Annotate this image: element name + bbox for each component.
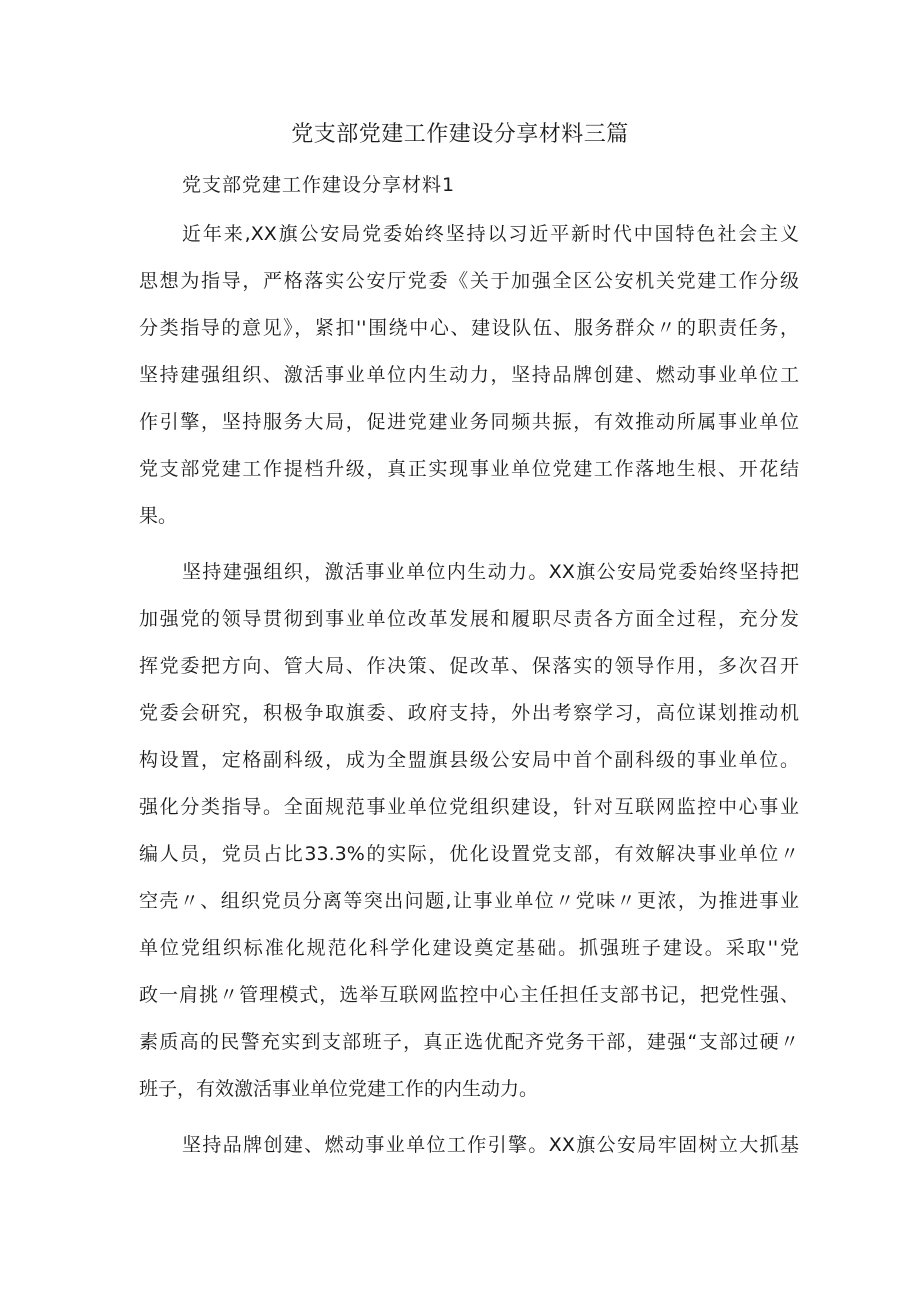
paragraph-line: 编人员，党员占比33.3%的实际，优化设置党支部，有效解决事业单位〃 <box>139 843 799 865</box>
paragraph-line: 坚持建强组织，激活事业单位内生动力。XX旗公安局党委始终坚持把 <box>182 561 799 583</box>
paragraph-line: 坚持品牌创建、燃动事业单位工作引擎。XX旗公安局牢固树立大抓基 <box>182 1134 799 1156</box>
paragraph-line: 素质高的民警充实到支部班子，真正选优配齐党务干部，建强“支部过硬〃 <box>139 1031 799 1053</box>
paragraph-line: 单位党组织标准化规范化科学化建设奠定基础。抓强班子建设。采取''党 <box>139 937 799 959</box>
paragraph-line: 空壳〃、组织党员分离等突出问题,让事业单位〃党味〃更浓，为推进事业 <box>139 890 799 912</box>
paragraph-line: 党委会研究，积极争取旗委、政府支持，外出考察学习，高位谋划推动机 <box>139 702 799 724</box>
paragraph-line: 构设置，定格副科级，成为全盟旗县级公安局中首个副科级的事业单位。 <box>139 749 799 771</box>
document-title: 党支部党建工作建设分享材料三篇 <box>291 122 629 147</box>
paragraph-line: 挥党委把方向、管大局、作决策、促改革、保落实的领导作用，多次召开 <box>139 655 799 677</box>
section-heading: 党支部党建工作建设分享材料1 <box>182 174 456 196</box>
paragraph-line: 作引擎，坚持服务大局，促进党建业务同频共振，有效推动所属事业单位 <box>139 411 799 433</box>
paragraph-line: 强化分类指导。全面规范事业单位党组织建设，针对互联网监控中心事业 <box>139 796 799 818</box>
paragraph-line: 加强党的领导贯彻到事业单位改革发展和履职尽责各方面全过程，充分发 <box>139 608 799 630</box>
paragraph-line: 分类指导的意见》，紧扣''围绕中心、建设队伍、服务群众〃的职责任务， <box>139 317 799 339</box>
paragraph-line: 政一肩挑〃管理模式，选举互联网监控中心主任担任支部书记，把党性强、 <box>139 984 799 1006</box>
paragraph-line: 思想为指导，严格落实公安厅党委《关于加强全区公安机关党建工作分级 <box>139 270 799 292</box>
paragraph-line: 党支部党建工作提档升级，真正实现事业单位党建工作落地生根、开花结 <box>139 458 799 480</box>
paragraph-line: 坚持建强组织、激活事业单位内生动力，坚持品牌创建、燃动事业单位工 <box>139 364 799 386</box>
paragraph-line: 果。 <box>139 505 178 527</box>
paragraph-line: 近年来,XX旗公安局党委始终坚持以习近平新时代中国特色社会主义 <box>182 223 799 245</box>
paragraph-line: 班子，有效激活事业单位党建工作的内生动力。 <box>139 1078 539 1100</box>
